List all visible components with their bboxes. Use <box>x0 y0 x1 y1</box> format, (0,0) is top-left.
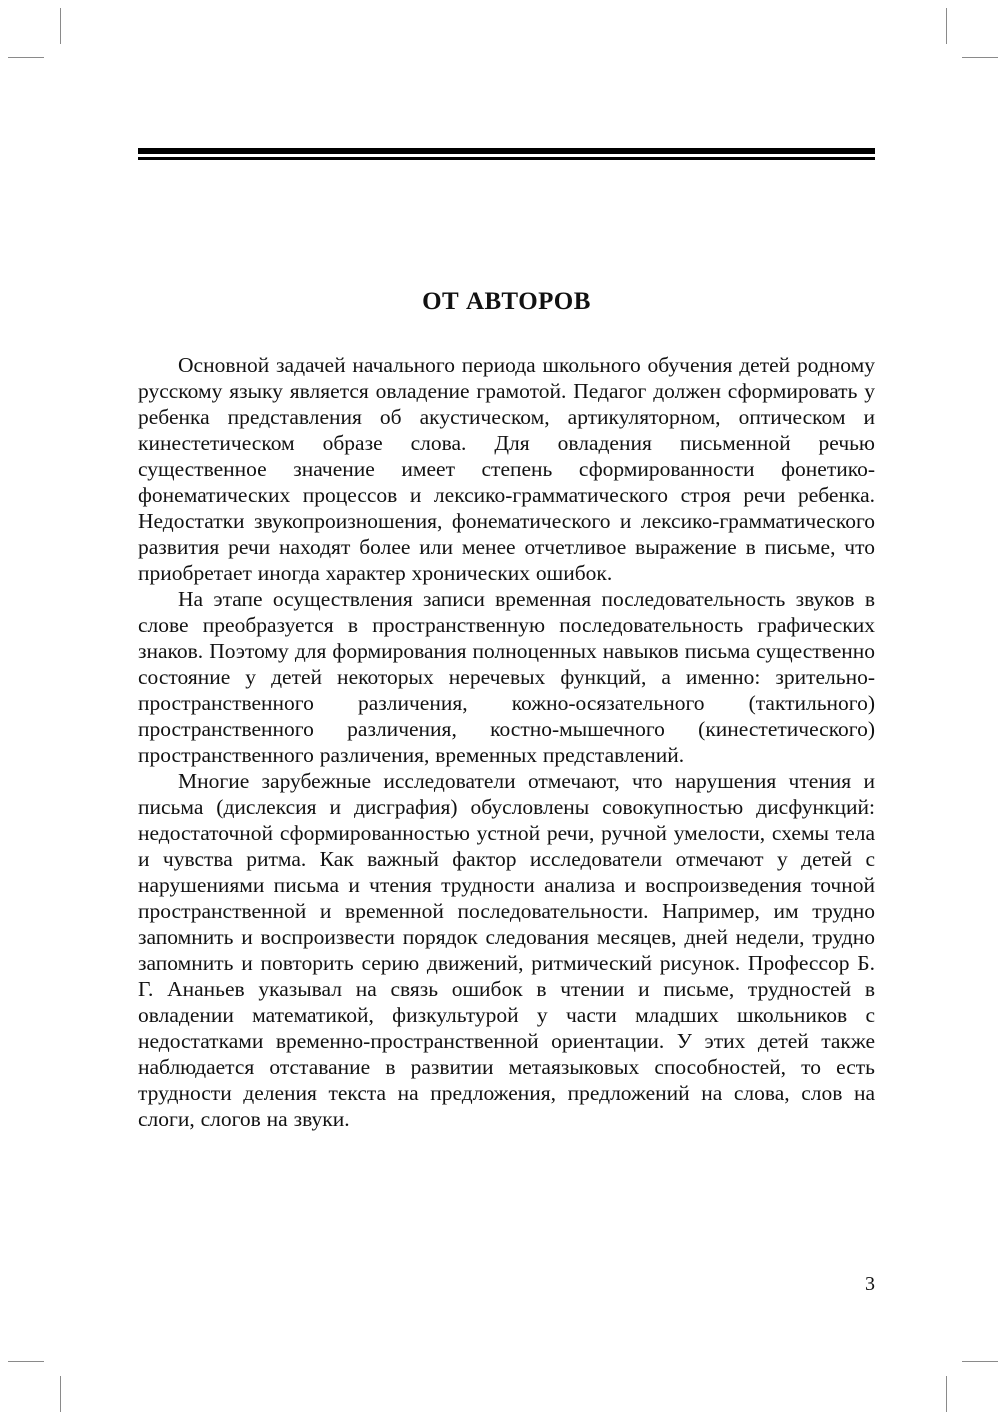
header-rule-thin <box>138 157 875 160</box>
page-title: ОТ АВТОРОВ <box>422 288 591 315</box>
crop-mark-top-right-h <box>962 57 998 58</box>
crop-mark-bottom-right-h <box>962 1361 998 1362</box>
body-text <box>138 352 875 1132</box>
page-number: 3 <box>865 1273 875 1295</box>
crop-mark-top-left <box>60 8 61 44</box>
crop-mark-top-left-h <box>8 57 44 58</box>
paragraph-2: На этапе осуществления записи временная последовательность звуков в слове преобразуется в пространственную последовательность графических знаков. Поэтому для формирования полноценных навыков письма существенно состояние у детей некоторых неречевых функций, а именно: зрительно-пространственного различения, кожно-осязательного (тактильного) пространственного различения, костно-мышечного (кинестетического) пространственного различения, временных представлений. <box>138 587 875 767</box>
crop-mark-bottom-left <box>60 1376 61 1412</box>
crop-mark-top-right <box>946 8 947 44</box>
paragraph-1: Основной задачей начального периода школьного обучения детей родному русскому языку является овладение грамотой. Педагог должен сформировать у ребенка представления об акустическом, артикуляторном, оптическом и кинестетическом образе слова. Для овладения письменной речью существенное значение имеет степень сформированности фонетико-фонематических процессов и лексико-грамматического строя речи ребенка. Недостатки звукопроизношения, фонематического и лексико-грамматического развития речи находят более или менее отчетливое выражение в письме, что приобретает иногда характер хронических ошибок. <box>138 353 875 585</box>
crop-mark-bottom-left-h <box>8 1361 44 1362</box>
header-rule-thick <box>138 148 875 154</box>
crop-mark-bottom-right <box>946 1376 947 1412</box>
paragraph-3: Многие зарубежные исследователи отмечают, что нарушения чтения и письма (дислексия и дисграфия) обусловлены совокупностью дисфункций: недостаточной сформированностью устной речи, ручной умелости, схемы тела и чувства ритма. Как важный фактор исследователи отмечают у детей с нарушениями письма и чтения трудности анализа и воспроизведения точной пространственной и временной последовательности. Например, им трудно запомнить и воспроизвести порядок следования месяцев, дней недели, трудно запомнить и повторить серию движений, ритмический рисунок. Профессор Б. Г. Ананьев указывал на связь ошибок в чтении и письме, трудностей в овладении математикой, физкультурой у части младших школьников с недостатками временно-пространственной ориентации. У этих детей также наблюдается отставание в развитии метаязыковых способностей, то есть трудности деления текста на предложения, предложений на слова, слов на слоги, слогов на звуки. <box>138 769 875 1131</box>
